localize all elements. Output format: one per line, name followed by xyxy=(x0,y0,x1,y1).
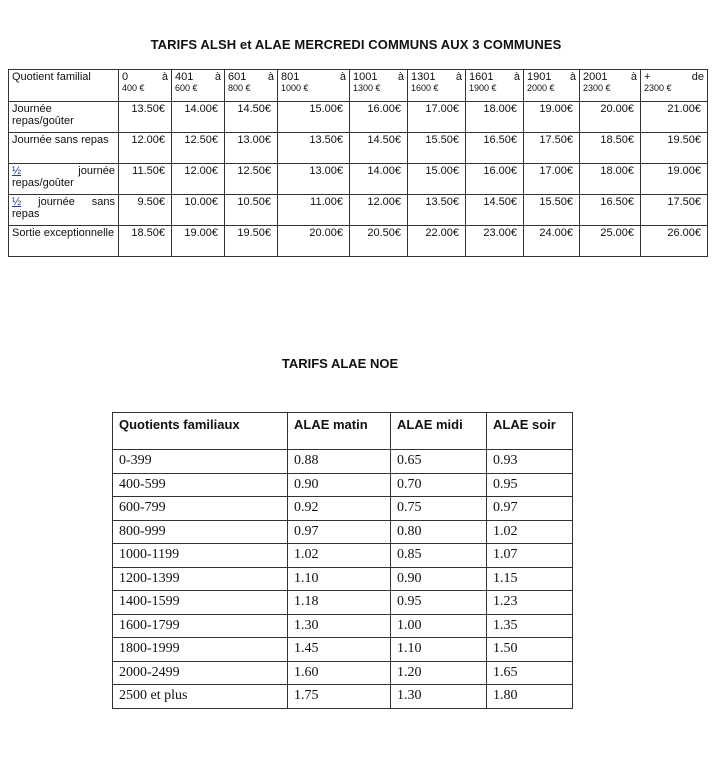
bracket-header: 1001 à 1300 € xyxy=(350,70,408,102)
tariff-cell: 14.00€ xyxy=(350,164,408,195)
tariff-cell: 19.00€ xyxy=(641,164,708,195)
alae-soir-cell: 1.23 xyxy=(487,591,573,615)
tarifs-alae-noe-table xyxy=(112,412,573,709)
tariff-cell: 13.50€ xyxy=(119,102,172,133)
alae-matin-cell: 1.30 xyxy=(288,614,391,638)
alae-midi-cell: 0.65 xyxy=(391,450,487,474)
alae-midi-cell: 0.75 xyxy=(391,497,487,521)
bracket-header: 2001 à 2300 € xyxy=(580,70,641,102)
bracket-header: 801 à 1000 € xyxy=(278,70,350,102)
alae-soir-cell: 1.50 xyxy=(487,638,573,662)
alae-matin-cell: 1.18 xyxy=(288,591,391,615)
tariff-cell: 12.50€ xyxy=(172,133,225,164)
quotient-cell: 1600-1799 xyxy=(113,614,288,638)
table-row xyxy=(113,544,573,568)
page-title-alsh: TARIFS ALSH et ALAE MERCREDI COMMUNS AUX 3 COMMUNES xyxy=(150,37,562,52)
tariff-cell: 12.00€ xyxy=(119,133,172,164)
tariff-cell: 17.00€ xyxy=(408,102,466,133)
alae-soir-cell: 1.07 xyxy=(487,544,573,568)
table-row xyxy=(113,638,573,662)
quotient-cell: 600-799 xyxy=(113,497,288,521)
tariff-cell: 10.50€ xyxy=(225,195,278,226)
tariff-cell: 26.00€ xyxy=(641,226,708,257)
page-title-alae-noe: TARIFS ALAE NOE xyxy=(281,356,399,371)
alae-matin-cell: 1.60 xyxy=(288,661,391,685)
bracket-header: 0 à 400 € xyxy=(119,70,172,102)
alae-midi-cell: 1.10 xyxy=(391,638,487,662)
alae-midi-cell: 1.20 xyxy=(391,661,487,685)
tariff-cell: 11.00€ xyxy=(278,195,350,226)
quotient-cell: 1800-1999 xyxy=(113,638,288,662)
tariff-cell: 15.00€ xyxy=(278,102,350,133)
half-symbol: ½ xyxy=(12,165,22,177)
tariff-cell: 16.00€ xyxy=(350,102,408,133)
table-row xyxy=(9,164,708,195)
alae-soir-cell: 1.15 xyxy=(487,567,573,591)
table-row xyxy=(113,450,573,474)
tariff-cell: 14.50€ xyxy=(350,133,408,164)
bracket-header: 1301 à 1600 € xyxy=(408,70,466,102)
table-row xyxy=(113,614,573,638)
alae-matin-cell: 0.97 xyxy=(288,520,391,544)
table-row xyxy=(9,102,708,133)
alae-soir-cell: 1.02 xyxy=(487,520,573,544)
tariff-cell: 14.50€ xyxy=(466,195,524,226)
tariff-label-text: Journée repas/goûter xyxy=(12,103,74,127)
alae-midi-cell: 0.80 xyxy=(391,520,487,544)
tariff-cell: 20.00€ xyxy=(580,102,641,133)
tariff-cell: 22.00€ xyxy=(408,226,466,257)
tariff-cell: 16.50€ xyxy=(466,133,524,164)
tariff-cell: 18.00€ xyxy=(580,164,641,195)
tariff-cell: 19.00€ xyxy=(524,102,580,133)
quotient-cell: 1400-1599 xyxy=(113,591,288,615)
tariff-cell: 10.00€ xyxy=(172,195,225,226)
tariff-cell: 17.00€ xyxy=(524,164,580,195)
quotient-cell: 2500 et plus xyxy=(113,685,288,709)
bracket-header: + de 2300 € xyxy=(641,70,708,102)
quotient-cell: 0-399 xyxy=(113,450,288,474)
table-row xyxy=(113,497,573,521)
alae-soir-cell: 1.80 xyxy=(487,685,573,709)
table-row xyxy=(113,685,573,709)
half-symbol: ½ xyxy=(12,196,22,208)
table-row xyxy=(113,591,573,615)
alae-matin-cell: 1.02 xyxy=(288,544,391,568)
alae-matin-cell: 0.92 xyxy=(288,497,391,521)
table-row xyxy=(113,473,573,497)
tariff-cell: 11.50€ xyxy=(119,164,172,195)
tariff-cell: 19.50€ xyxy=(641,133,708,164)
quotient-cell: 1200-1399 xyxy=(113,567,288,591)
tariff-cell: 9.50€ xyxy=(119,195,172,226)
tarifs-alsh-table xyxy=(8,69,708,257)
alae-soir-cell: 1.65 xyxy=(487,661,573,685)
tariff-cell: 17.50€ xyxy=(641,195,708,226)
tariff-cell: 14.50€ xyxy=(225,102,278,133)
tariff-cell: 13.50€ xyxy=(408,195,466,226)
tariff-cell: 12.50€ xyxy=(225,164,278,195)
alae-soir-cell: 1.35 xyxy=(487,614,573,638)
bracket-header: 601 à 800 € xyxy=(225,70,278,102)
tariff-cell: 18.00€ xyxy=(466,102,524,133)
alae-midi-cell: 0.70 xyxy=(391,473,487,497)
tariff-cell: 15.50€ xyxy=(524,195,580,226)
tariff-label xyxy=(9,133,119,164)
tariff-cell: 16.00€ xyxy=(466,164,524,195)
alae-matin-cell: 1.75 xyxy=(288,685,391,709)
tariff-cell: 17.50€ xyxy=(524,133,580,164)
tariff-cell: 12.00€ xyxy=(172,164,225,195)
table-header-row xyxy=(9,70,708,102)
tariff-cell: 15.00€ xyxy=(408,164,466,195)
alae-matin-cell: 1.10 xyxy=(288,567,391,591)
tariff-cell: 19.50€ xyxy=(225,226,278,257)
quotient-cell: 800-999 xyxy=(113,520,288,544)
table-row xyxy=(9,226,708,257)
table-row xyxy=(113,520,573,544)
tariff-label xyxy=(9,195,119,226)
table-row xyxy=(113,567,573,591)
bracket-header: 1601 à 1900 € xyxy=(466,70,524,102)
alae-midi-cell: 1.30 xyxy=(391,685,487,709)
alae-matin-cell: 0.88 xyxy=(288,450,391,474)
alae-midi-cell: 0.95 xyxy=(391,591,487,615)
tariff-label xyxy=(9,226,119,257)
table-row xyxy=(9,195,708,226)
tariff-cell: 21.00€ xyxy=(641,102,708,133)
tariff-label-text: journée sans repas xyxy=(12,196,115,220)
tariff-label-text: journée repas/goûter xyxy=(12,165,115,189)
tariff-cell: 24.00€ xyxy=(524,226,580,257)
table-header-row xyxy=(113,413,573,450)
quotient-cell: 1000-1199 xyxy=(113,544,288,568)
alae-midi-cell: 0.85 xyxy=(391,544,487,568)
tariff-cell: 13.00€ xyxy=(278,164,350,195)
tariff-cell: 13.50€ xyxy=(278,133,350,164)
quotient-familial-header: Quotient familial xyxy=(9,70,119,102)
table-row xyxy=(113,661,573,685)
alae-soir-cell: 0.93 xyxy=(487,450,573,474)
tariff-cell: 18.50€ xyxy=(580,133,641,164)
tariff-label-text: Journée sans repas xyxy=(12,134,109,146)
tariff-cell: 14.00€ xyxy=(172,102,225,133)
alae-midi-cell: 1.00 xyxy=(391,614,487,638)
tariff-cell: 15.50€ xyxy=(408,133,466,164)
quotient-cell: 2000-2499 xyxy=(113,661,288,685)
tariff-cell: 18.50€ xyxy=(119,226,172,257)
tariff-cell: 23.00€ xyxy=(466,226,524,257)
tariff-cell: 12.00€ xyxy=(350,195,408,226)
quotient-cell: 400-599 xyxy=(113,473,288,497)
table-row xyxy=(9,133,708,164)
alae-matin-header: ALAE matin xyxy=(288,413,391,450)
alae-midi-header: ALAE midi xyxy=(391,413,487,450)
tariff-cell: 25.00€ xyxy=(580,226,641,257)
tariff-label xyxy=(9,164,119,195)
tariff-cell: 16.50€ xyxy=(580,195,641,226)
alae-soir-cell: 0.95 xyxy=(487,473,573,497)
bracket-header: 401 à 600 € xyxy=(172,70,225,102)
tariff-cell: 19.00€ xyxy=(172,226,225,257)
tariff-label xyxy=(9,102,119,133)
quotients-familiaux-header: Quotients familiaux xyxy=(113,413,288,450)
alae-soir-header: ALAE soir xyxy=(487,413,573,450)
alae-soir-cell: 0.97 xyxy=(487,497,573,521)
alae-matin-cell: 0.90 xyxy=(288,473,391,497)
alae-midi-cell: 0.90 xyxy=(391,567,487,591)
tariff-cell: 20.50€ xyxy=(350,226,408,257)
tariff-label-text: Sortie exceptionnelle xyxy=(12,227,115,239)
tariff-cell: 20.00€ xyxy=(278,226,350,257)
tariff-cell: 13.00€ xyxy=(225,133,278,164)
bracket-header: 1901 à 2000 € xyxy=(524,70,580,102)
alae-matin-cell: 1.45 xyxy=(288,638,391,662)
